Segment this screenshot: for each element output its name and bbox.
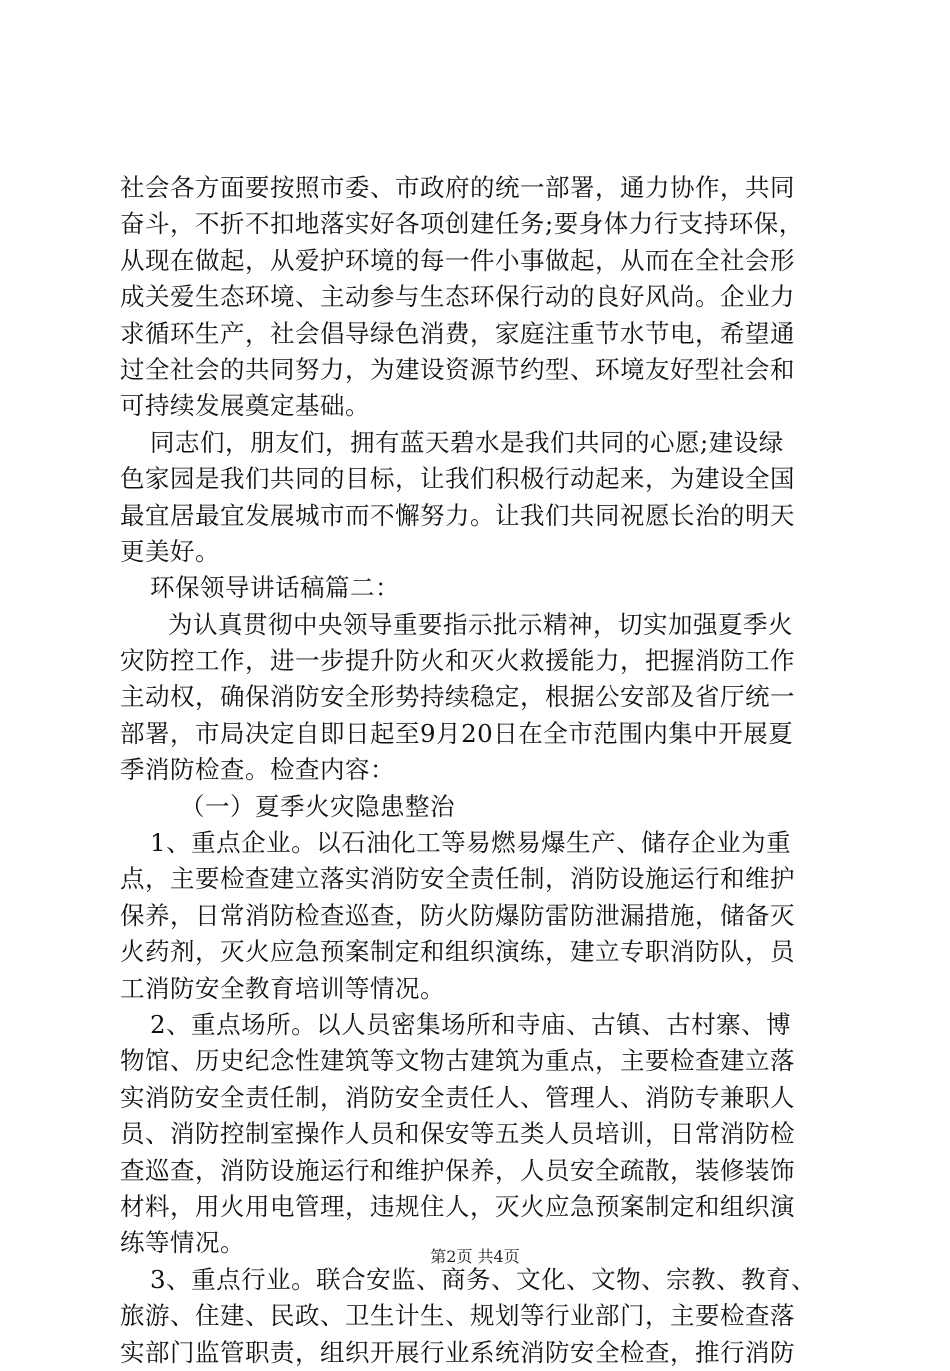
body-line: 主动权，确保消防安全形势持续稳定，根据公安部及省厅统一 [120, 682, 795, 712]
body-line: 更美好。 [120, 536, 220, 566]
section-heading: 环保领导讲话稿篇二： [150, 573, 400, 603]
body-line: 季消防检查。检查内容： [120, 755, 395, 785]
paragraph-start-line: 1、重点企业。以石油化工等易燃易爆生产、储存企业为重 [150, 828, 792, 858]
body-line: 查巡查，消防设施运行和维护保养，人员安全疏散，装修装饰 [120, 1155, 795, 1185]
body-line: 色家园是我们共同的目标，让我们积极行动起来，为建设全国 [120, 464, 795, 494]
page-number-footer: 第2页 共4页 [430, 1247, 520, 1266]
body-line: 部署，市局决定自即日起至9月20日在全市范围内集中开展夏 [120, 718, 794, 748]
paragraph-start-line: 为认真贯彻中央领导重要指示批示精神，切实加强夏季火 [168, 609, 793, 639]
paragraph-start-line: 同志们，朋友们，拥有蓝天碧水是我们共同的心愿;建设绿 [150, 427, 784, 457]
paragraph-start-line: 3、重点行业。联合安监、商务、文化、文物、宗教、教育、 [150, 1264, 817, 1294]
body-line: 社会各方面要按照市委、市政府的统一部署，通力协作，共同 [120, 173, 795, 202]
body-line: 火药剂，灭火应急预案制定和组织演练，建立专职消防队，员 [120, 937, 795, 967]
body-line: 灾防控工作，进一步提升防火和灭火救援能力，把握消防工作 [120, 646, 795, 676]
body-line: 保养，日常消防检查巡查，防火防爆防雷防泄漏措施，储备灭 [120, 900, 795, 930]
body-line: 工消防安全教育培训等情况。 [120, 973, 445, 1003]
body-line: 练等情况。 [120, 1228, 245, 1258]
body-line: 材料，用火用电管理，违规住人，灭火应急预案制定和组织演 [120, 1191, 795, 1221]
body-line: 旅游、住建、民政、卫生计生、规划等行业部门，主要检查落 [120, 1301, 795, 1331]
body-line: 员、消防控制室操作人员和保安等五类人员培训，日常消防检 [120, 1119, 795, 1149]
body-line: 实消防安全责任制，消防安全责任人、管理人、消防专兼职人 [120, 1082, 795, 1112]
body-line: 实部门监管职责，组织开展行业系统消防安全检查，推行消防 [120, 1337, 795, 1367]
paragraph-start-line: 2、重点场所。以人员密集场所和寺庙、古镇、古村寨、博 [150, 1009, 792, 1039]
document-body [120, 170, 840, 1371]
body-line: 可持续发展奠定基础。 [120, 391, 370, 421]
body-line: 奋斗，不折不扣地落实好各项创建任务;要身体力行支持环保， [120, 209, 804, 239]
body-line: 物馆、历史纪念性建筑等文物古建筑为重点，主要检查建立落 [120, 1046, 795, 1076]
body-line: 点，主要检查建立落实消防安全责任制，消防设施运行和维护 [120, 864, 795, 894]
body-line: 过全社会的共同努力，为建设资源节约型、环境友好型社会和 [120, 354, 795, 384]
body-line: 求循环生产，社会倡导绿色消费，家庭注重节水节电，希望通 [120, 318, 795, 348]
body-line: 成关爱生态环境、主动参与生态环保行动的良好风尚。企业力 [120, 282, 795, 312]
subsection-heading: （一）夏季火灾隐患整治 [180, 791, 455, 821]
body-line: 从现在做起，从爱护环境的每一件小事做起，从而在全社会形 [120, 245, 795, 275]
body-line: 最宜居最宜发展城市而不懈努力。让我们共同祝愿长治的明天 [120, 500, 795, 530]
